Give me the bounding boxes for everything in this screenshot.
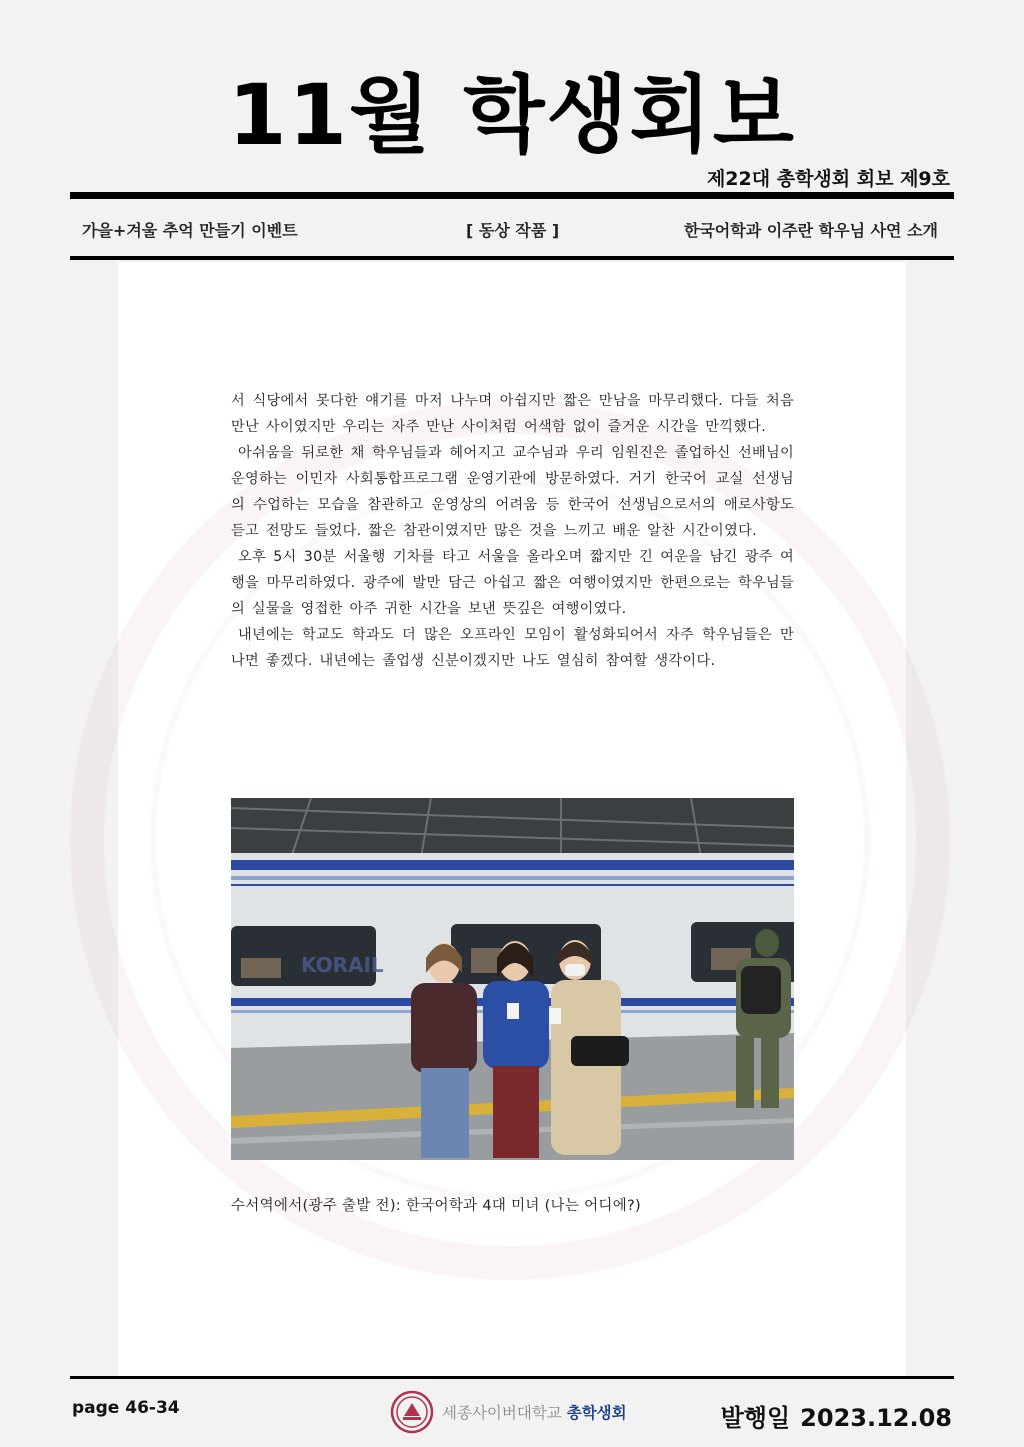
footer-organization [442, 1401, 627, 1423]
article-paragraph: 아쉬움을 뒤로한 채 학우님들과 헤어지고 교수님과 우리 임원진은 졸업하신 선배님이 운영하는 이민자 사회통합프로그램 운영기관에 방문하였다. 거기 한국어 교실 선생님의 수업하는 모습을 참관하고 운영상의 어려움 등 한국어 선생님으로서의 애로사항도 듣고 전망도 들었다. 짧은 참관이였지만 많은 것을 느끼고 배운 알찬 시간이였다. [231, 445, 794, 539]
station-photo [231, 798, 794, 1160]
subhead-award: [ 동상 작품 ] [466, 221, 560, 240]
train-lettering: KORAIL [301, 953, 384, 977]
photo-caption: 수서역에서(광주 출발 전): 한국어학과 4대 미녀 (나는 어디에?) [231, 1198, 641, 1214]
footer-rule [70, 1376, 954, 1379]
article-paragraph: 오후 5시 30분 서울행 기차를 타고 서울을 올라오며 짧지만 긴 여운을 남긴 광주 여행을 마무리하였다. 광주에 발만 담근 아쉽고 짧은 여행이였지만 한편으로는 학우님들의 실물을 영접한 아주 귀한 시간을 보낸 뜻깊은 여행이였다. [231, 549, 794, 617]
subhead-story: 한국어학과 이주란 학우님 사연 소개 [683, 221, 938, 240]
issue-number: 제22대 총학생회 회보 제9호 [706, 168, 950, 190]
footer-university: 세종사이버대학교 [442, 1404, 562, 1422]
station-photo-illustration [231, 798, 794, 1160]
article-paragraph: 서 식당에서 못다한 얘기를 마저 나누며 아쉽지만 짧은 만남을 마무리했다. 다들 처음 만난 사이였지만 우리는 자주 만난 사이처럼 어색함 없이 즐거운 시간을 만끽했다. [231, 393, 794, 435]
publish-date-label: 발행일 [720, 1404, 791, 1432]
subhead-rule [70, 256, 954, 260]
university-seal-icon [390, 1390, 434, 1434]
page-number: page 46-34 [72, 1398, 180, 1418]
publish-date-value: 2023.12.08 [800, 1404, 952, 1432]
publish-date [721, 1398, 952, 1433]
article-paragraph: 내년에는 학교도 학과도 더 많은 오프라인 모임이 활성화되어서 자주 학우님들은 만나면 좋겠다. 내년에는 졸업생 신분이겠지만 나도 열심히 참여할 생각이다. [231, 627, 794, 669]
footer-logo [390, 1390, 627, 1434]
header-rule [70, 192, 954, 199]
footer-council: 총학생회 [566, 1404, 627, 1422]
newsletter-title: 11월 학생회보 [228, 66, 796, 164]
article-body [231, 388, 794, 674]
subhead-event: 가을+겨울 추억 만들기 이벤트 [82, 221, 298, 240]
